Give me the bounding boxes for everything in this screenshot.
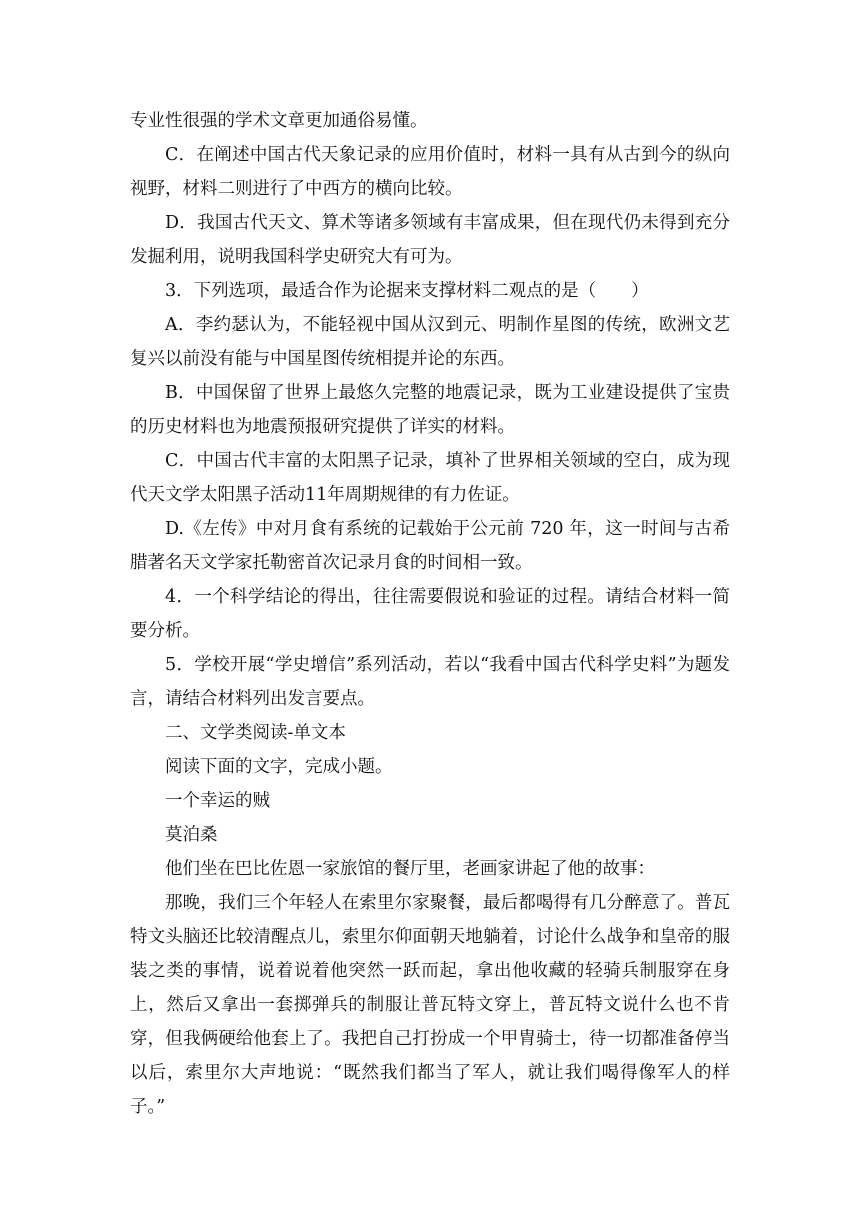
paragraph-option-d: D．我国古代天文、算术等诸多领域有丰富成果，但在现代仍未得到充分发掘利用，说明我国科学史研究大有可为。 [130,213,730,267]
document-body [130,104,730,1124]
section-instruction: 阅读下面的文字，完成小题。 [165,757,393,777]
story-paragraph: 那晚，我们三个年轻人在索里尔家聚餐，最后都喝得有几分醉意了。普瓦特文头脑还比较清醒点儿，索里尔仰面朝天地躺着，讨论什么战争和皇帝的服装之类的事情，说着说着他突然一跃而起，拿出他收藏的轻骑兵制服穿在身上，然后又拿出一套掷弹兵的制服让普瓦特文穿上，普瓦特文说什么也不肯穿，但我俩硬给他套上了。我把自己打扮成一个甲胄骑士，待一切都准备停当以后，索里尔大声地说：“既然我们都当了军人，就让我们喝得像军人的样子。” [130,893,730,1117]
question-5: 5．学校开展“学史增信”系列活动，若以“我看中国古代科学史料”为题发言，请结合材料列出发言要点。 [130,655,730,709]
paragraph-option-c: C．在阐述中国古代天象记录的应用价值时，材料一具有从古到今的纵向视野，材料二则进行了中西方的横向比较。 [130,145,730,199]
question-3-option-d: D.《左传》中对月食有系统的记载始于公元前 720 年，这一时间与古希腊著名天文学家托勒密首次记录月食的时间相一致。 [130,519,730,573]
question-3-option-a: A．李约瑟认为，不能轻视中国从汉到元、明制作星图的传统，欧洲文艺复兴以前没有能与中国星图传统相提并论的东西。 [130,315,730,369]
story-title: 一个幸运的贼 [165,791,270,811]
question-3-option-c: C．中国古代丰富的太阳黑子记录，填补了世界相关领域的空白，成为现代天文学太阳黑子活动11年周期规律的有力佐证。 [130,451,730,505]
story-paragraph: 他们坐在巴比佐恩一家旅馆的餐厅里，老画家讲起了他的故事： [165,859,655,879]
story-author: 莫泊桑 [165,825,218,845]
paragraph: 专业性很强的学术文章更加通俗易懂。 [130,111,428,131]
section-heading: 二、文学类阅读-单文本 [165,723,346,743]
question-3-option-b: B．中国保留了世界上最悠久完整的地震记录，既为工业建设提供了宝贵的历史材料也为地震预报研究提供了详实的材料。 [130,383,730,437]
question-3: 3．下列选项，最适合作为论据来支撑材料二观点的是（ ） [165,281,649,301]
question-4: 4．一个科学结论的得出，往往需要假说和验证的过程。请结合材料一简要分析。 [130,587,730,641]
